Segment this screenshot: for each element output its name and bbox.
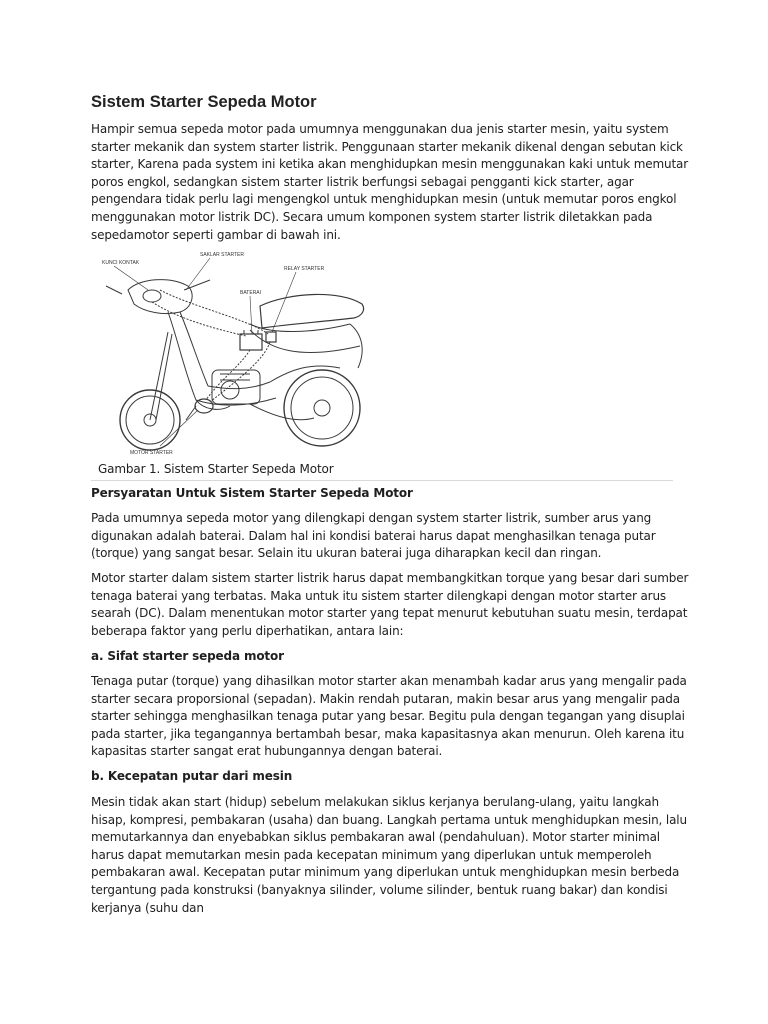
paragraph-a: Tenaga putar (torque) yang dihasilkan motor starter akan menambah kadar arus yang mengalir pada starter secara proporsional (sepadan). Makin rendah putaran, makin besar arus yang mengalir pada starter sehingga menghasilkan tenaga putar yang besar. Begitu pula dengan tegangan yang disuplai pada starter, jika tegangannya bertambah besar, maka kapasitasnya akan menurun. Oleh karena itu kapasitas starter sangat erat hubungannya dengan baterai. (91, 674, 687, 759)
label-baterai: BATERAI (240, 290, 262, 296)
document-title: Sistem Starter Sepeda Motor (91, 93, 317, 111)
subheading-b: b. Kecepatan putar dari mesin (91, 769, 293, 783)
label-saklar-starter: SAKLAR STARTER (200, 252, 244, 258)
section-heading: Persyaratan Untuk Sistem Starter Sepeda Motor (91, 486, 413, 500)
label-relay-starter: RELAY STARTER (284, 266, 325, 272)
paragraph-motor-starter: Motor starter dalam sistem starter listrik harus dapat membangkitkan torque yang besar dari sumber tenaga baterai yang terbatas. Maka untuk itu sistem starter dilengkapi dengan motor starter arus searah (DC). Dalam menentukan motor starter yang tepat menurut kebutuhan suatu mesin, terdapat beberapa faktor yang perlu diperhatikan, antara lain: (91, 571, 689, 638)
subheading-a: a. Sifat starter sepeda motor (91, 649, 284, 663)
divider (91, 480, 673, 481)
figure-caption: Gambar 1. Sistem Starter Sepeda Motor (98, 462, 334, 476)
label-kunci-kontak: KUNCI KONTAK (102, 260, 140, 266)
intro-paragraph: Hampir semua sepeda motor pada umumnya menggunakan dua jenis starter mesin, yaitu system starter mekanik dan system starter listrik. Penggunaan starter mekanik dikenal dengan sebutan kick starter, Karena pada system ini ketika akan menghidupkan mesin menggunakan kaki untuk memutar poros engkol, sedangkan sistem starter listrik berfungsi sebagai pengganti kick starter, agar pengendara tidak perlu lagi mengengkol untuk menghidupkan mesin (untuk memutar poros engkol menggunakan motor listrik DC). Secara umum komponen system starter listrik diletakkan pada sepedamotor seperti gambar di bawah ini. (91, 122, 689, 242)
motorcycle-starter-illustration (100, 250, 370, 458)
label-motor-starter: MOTOR STARTER (130, 450, 173, 456)
paragraph-b: Mesin tidak akan start (hidup) sebelum melakukan siklus kerjanya berulang-ulang, yaitu langkah hisap, kompresi, pembakaran (usaha) dan buang. Langkah pertama untuk menghidupkan mesin, lalu memutarkannya dan enyebabkan siklus pembakaran awal (pendahuluan). Motor starter minimal harus dapat memutarkan mesin pada kecepatan minimum yang diperlukan untuk memperoleh pembakaran awal. Kecepatan putar minimum yang diperlukan untuk menghidupkan mesin berbeda tergantung pada konstruksi (banyaknya silinder, volume silinder, bentuk ruang bakar) dan kondisi kerjanya (suhu dan (91, 795, 687, 915)
paragraph-baterai: Pada umumnya sepeda motor yang dilengkapi dengan system starter listrik, sumber arus yang digunakan adalah baterai. Dalam hal ini kondisi baterai harus dapat menghasilkan tenaga putar (torque) yang sangat besar. Selain itu ukuran baterai juga diharapkan kecil dan ringan. (91, 511, 656, 561)
